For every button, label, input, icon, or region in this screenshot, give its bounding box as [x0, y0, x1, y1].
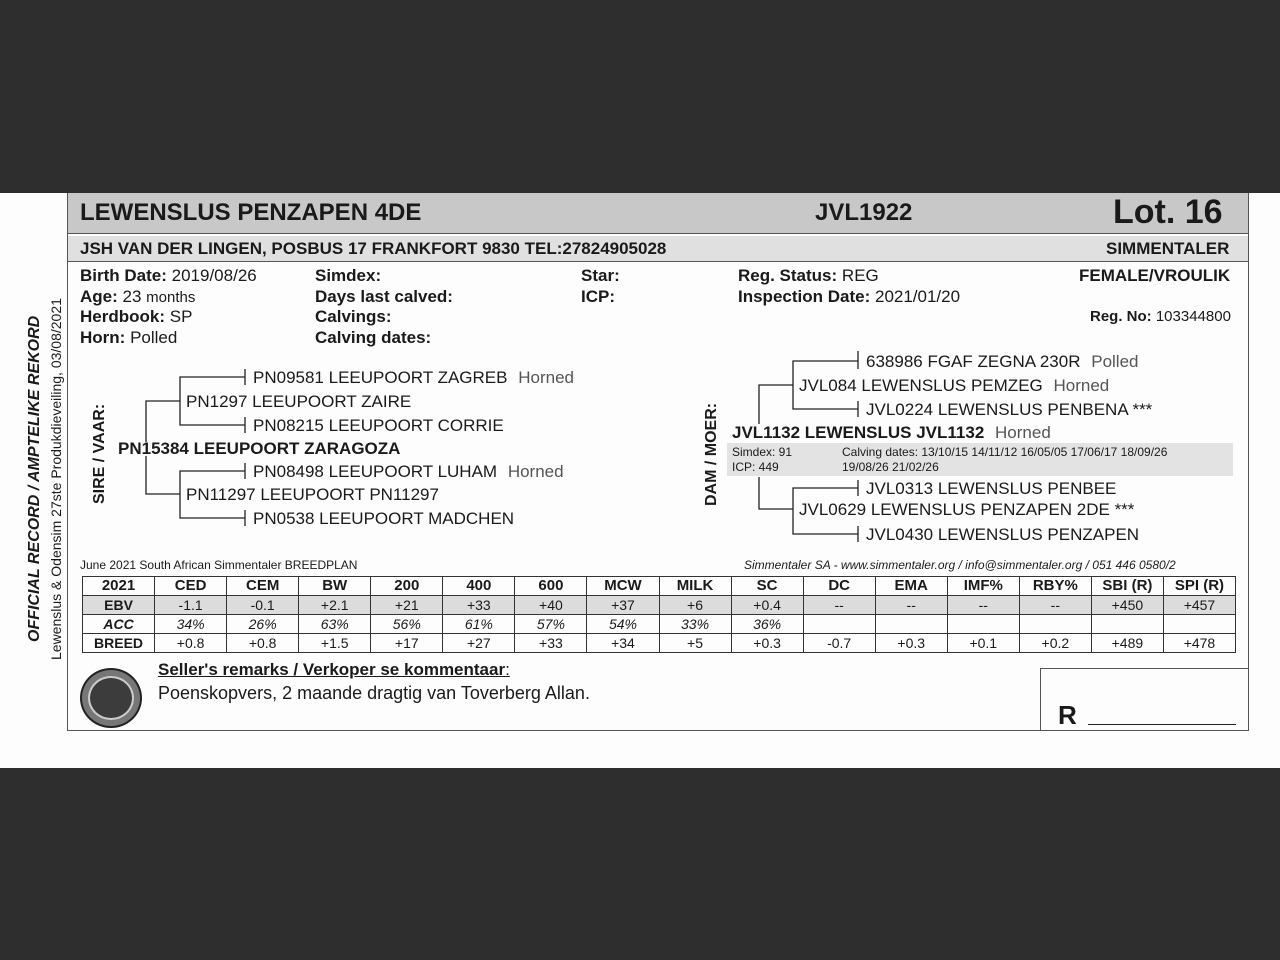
- table-cell: +6: [659, 596, 731, 615]
- col-header: 600: [515, 577, 587, 596]
- dam-dam-dam: JVL0430 LEWENSLUS PENZAPEN: [866, 525, 1140, 544]
- sire-dam-dam: PN0538 LEEUPOORT MADCHEN: [253, 509, 515, 528]
- table-cell: +0.8: [227, 634, 299, 653]
- row-header: EBV: [83, 596, 155, 615]
- dam-sire: JVL084 LEWENSLUS PEMZEG Horned: [799, 376, 1110, 395]
- sale-info-label: Lewenslus & Odensim 27ste Produkdieveiling, 03/08/2021: [48, 298, 64, 660]
- star-label: Star:: [581, 266, 620, 285]
- official-record-label: OFFICIAL RECORD / AMPTELIKE REKORD: [26, 315, 43, 642]
- col-header: IMF%: [947, 577, 1019, 596]
- col-header: DC: [803, 577, 875, 596]
- price-label: R: [1058, 700, 1077, 730]
- table-cell: [947, 615, 1019, 634]
- table-cell: +21: [371, 596, 443, 615]
- reg-number: Reg. No: 103344800: [1090, 308, 1231, 325]
- table-cell: +489: [1091, 634, 1163, 653]
- table-header-row: [83, 577, 1236, 596]
- col-header: SC: [731, 577, 803, 596]
- icp-label: ICP:: [581, 287, 615, 306]
- table-cell: --: [1019, 596, 1091, 615]
- table-cell: -1.1: [155, 596, 227, 615]
- simmentaler-logo-icon: [80, 668, 142, 728]
- table-cell: +0.3: [731, 634, 803, 653]
- table-cell: [803, 615, 875, 634]
- table-cell: +0.4: [731, 596, 803, 615]
- col-header: SPI (R): [1163, 577, 1235, 596]
- remarks-title: Seller's remarks / Verkoper se kommentaar:: [158, 660, 510, 679]
- col-header: 2021: [83, 577, 155, 596]
- calving-dates-label: Calving dates:: [315, 328, 432, 347]
- table-cell: 61%: [443, 615, 515, 634]
- table-cell: 57%: [515, 615, 587, 634]
- sire-sire-dam: PN08215 LEEUPOORT CORRIE: [253, 416, 504, 435]
- days-last-calved-label: Days last calved:: [315, 287, 453, 306]
- table-cell: +34: [587, 634, 659, 653]
- table-cell: +27: [443, 634, 515, 653]
- table-cell: +5: [659, 634, 731, 653]
- col-header: 200: [371, 577, 443, 596]
- col-header: SBI (R): [1091, 577, 1163, 596]
- dam-sire-sire: 638986 FGAF ZEGNA 230R Polled: [866, 352, 1139, 371]
- row-header: BREED: [83, 634, 155, 653]
- reg-status: Reg. Status: REG: [738, 266, 879, 285]
- dam-label: DAM / MOER:: [703, 402, 720, 506]
- breed-name: SIMMENTALER: [1106, 239, 1230, 258]
- sire-dam-sire: PN08498 LEEUPOORT LUHAM Horned: [253, 462, 564, 481]
- age: Age: 23 months: [80, 287, 196, 306]
- table-cell: +2.1: [299, 596, 371, 615]
- col-header: CED: [155, 577, 227, 596]
- dam-dam-sire: JVL0313 LEWENSLUS PENBEE: [866, 479, 1117, 498]
- sire: PN15384 LEEUPOORT ZARAGOZA: [118, 439, 401, 458]
- table-cell: +1.5: [299, 634, 371, 653]
- table-cell: +0.3: [875, 634, 947, 653]
- dam-simdex: Simdex: 91: [732, 445, 793, 459]
- table-row-breed: [83, 634, 1236, 653]
- sire-dam: PN11297 LEEUPOORT PN11297: [186, 485, 439, 504]
- table-cell: 34%: [155, 615, 227, 634]
- ebv-table: [82, 576, 1236, 653]
- table-cell: 56%: [371, 615, 443, 634]
- table-cell: -0.7: [803, 634, 875, 653]
- table-cell: +450: [1091, 596, 1163, 615]
- table-cell: +17: [371, 634, 443, 653]
- contact-note: Simmentaler SA - www.simmentaler.org / info@simmentaler.org / 051 446 0580/2: [744, 558, 1176, 572]
- table-cell: +457: [1163, 596, 1235, 615]
- remarks-text: Poenskopvers, 2 maande dragtig van Toverberg Allan.: [158, 683, 590, 703]
- sex-label: FEMALE/VROULIK: [1079, 266, 1231, 285]
- sire-sire-sire: PN09581 LEEUPOORT ZAGREB Horned: [253, 368, 574, 387]
- calvings-label: Calvings:: [315, 307, 392, 326]
- dam-calving-dates: Calving dates: 13/10/15 14/11/12 16/05/05 17/06/17 18/09/26: [842, 445, 1168, 459]
- table-cell: [1019, 615, 1091, 634]
- birth-date: Birth Date: 2019/08/26: [80, 266, 257, 285]
- animal-name: LEWENSLUS PENZAPEN 4DE: [80, 199, 422, 226]
- table-cell: 63%: [299, 615, 371, 634]
- herdbook: Herdbook: SP: [80, 307, 193, 326]
- table-row-acc: [83, 615, 1236, 634]
- price-line[interactable]: [1088, 724, 1236, 725]
- col-header: CEM: [227, 577, 299, 596]
- dam-icp: ICP: 449: [732, 460, 779, 474]
- horn-status: Horn: Polled: [80, 328, 178, 347]
- table-row-ebv: [83, 596, 1236, 615]
- sire-sire: PN1297 LEEUPOORT ZAIRE: [186, 392, 412, 411]
- table-cell: +40: [515, 596, 587, 615]
- table-cell: -0.1: [227, 596, 299, 615]
- sire-label: SIRE / VAAR:: [91, 403, 108, 504]
- simdex-label: Simdex:: [315, 266, 382, 285]
- dam-sire-dam: JVL0224 LEWENSLUS PENBENA ***: [866, 400, 1153, 419]
- col-header: BW: [299, 577, 371, 596]
- col-header: EMA: [875, 577, 947, 596]
- table-cell: [1091, 615, 1163, 634]
- row-header: ACC: [83, 615, 155, 634]
- breeder-info: JSH VAN DER LINGEN, POSBUS 17 FRANKFORT 9830 TEL:27824905028: [80, 239, 667, 258]
- table-cell: +0.1: [947, 634, 1019, 653]
- table-cell: 26%: [227, 615, 299, 634]
- table-cell: +33: [443, 596, 515, 615]
- breedplan-note: June 2021 South African Simmentaler BREEDPLAN: [80, 558, 358, 572]
- table-cell: +478: [1163, 634, 1235, 653]
- inspection-date: Inspection Date: 2021/01/20: [738, 287, 961, 306]
- dam-calving-dates-cont: 19/08/26 21/02/26: [842, 460, 939, 474]
- table-cell: 54%: [587, 615, 659, 634]
- table-cell: +37: [587, 596, 659, 615]
- table-cell: --: [875, 596, 947, 615]
- table-cell: +33: [515, 634, 587, 653]
- animal-id: JVL1922: [815, 199, 913, 226]
- table-cell: [1163, 615, 1235, 634]
- lot-number: Lot. 16: [1113, 193, 1223, 231]
- dam: JVL1132 LEWENSLUS JVL1132 Horned: [732, 423, 1051, 442]
- table-cell: --: [947, 596, 1019, 615]
- col-header: MILK: [659, 577, 731, 596]
- col-header: RBY%: [1019, 577, 1091, 596]
- table-cell: +0.8: [155, 634, 227, 653]
- table-cell: 36%: [731, 615, 803, 634]
- table-cell: [875, 615, 947, 634]
- col-header: 400: [443, 577, 515, 596]
- dam-dam: JVL0629 LEWENSLUS PENZAPEN 2DE ***: [799, 500, 1135, 519]
- table-cell: --: [803, 596, 875, 615]
- col-header: MCW: [587, 577, 659, 596]
- table-cell: +0.2: [1019, 634, 1091, 653]
- table-cell: 33%: [659, 615, 731, 634]
